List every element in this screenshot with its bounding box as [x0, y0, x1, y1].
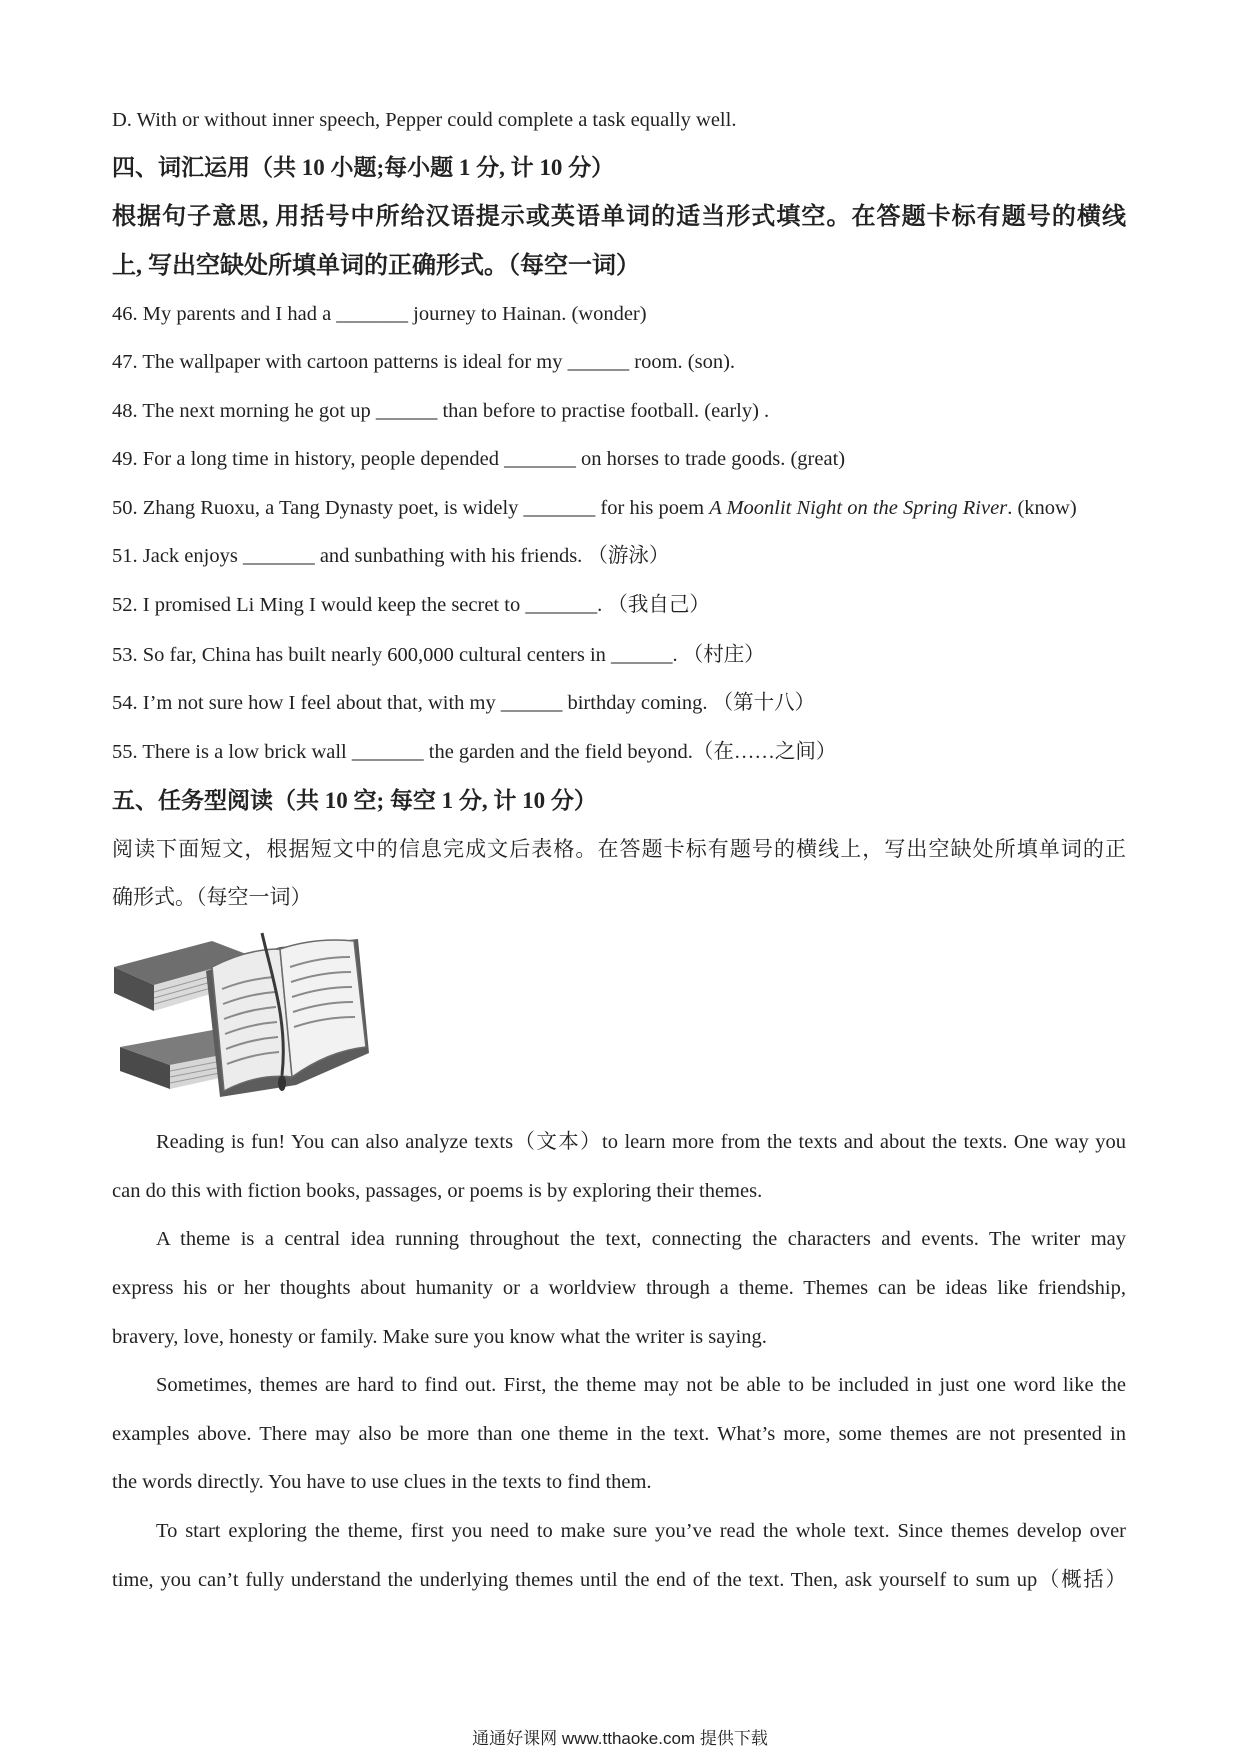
passage-line: time, you can’t fully understand the underlying themes until the end of the text. Then, ask yourself to sum up（概括）: [112, 1569, 1126, 1591]
passage-line: Reading is fun! You can also analyze texts（文本）to learn more from the texts and about the texts. One way you: [156, 1131, 1126, 1153]
question-48: [112, 391, 1126, 431]
question-text: The wallpaper with cartoon patterns is ideal for my ______ room. (son).: [142, 351, 736, 373]
question-55: [112, 732, 1126, 772]
question-text: So far, China has built nearly 600,000 cultural centers in ______. （村庄）: [142, 644, 765, 666]
question-text: For a long time in history, people depended _______ on horses to trade goods. (great): [142, 448, 846, 470]
section5-heading: 五、任务型阅读（共 10 空; 每空 1 分, 计 10 分）: [112, 788, 597, 813]
question-46: [112, 294, 1126, 334]
question-number: 52.: [112, 594, 138, 616]
question-hint: . (know): [1007, 497, 1077, 519]
question-number: 46.: [112, 303, 138, 325]
question-number: 49.: [112, 448, 138, 470]
question-text: My parents and I had a _______ journey to Hainan. (wonder): [142, 303, 647, 325]
section4-instruction-line: 上, 写出空缺处所填单词的正确形式。（每空一词）: [112, 253, 640, 279]
section4-instruction-line: 根据句子意思, 用括号中所给汉语提示或英语单词的适当形式填空。在答题卡标有题号的横线: [112, 204, 1126, 230]
question-text: Zhang Ruoxu, a Tang Dynasty poet, is widely _______ for his poem: [142, 497, 710, 519]
passage-line: A theme is a central idea running throughout the text, connecting the characters and events. The writer may: [156, 1228, 1126, 1250]
question-54: [112, 683, 1126, 723]
question-text: The next morning he got up ______ than before to practise football. (early) .: [142, 400, 770, 422]
question-53: [112, 635, 1126, 675]
passage-line: bravery, love, honesty or family. Make sure you know what the writer is saying.: [112, 1326, 767, 1348]
passage-line: To start exploring the theme, first you need to make sure you’ve read the whole text. Since themes develop over: [156, 1520, 1126, 1542]
question-text: I promised Li Ming I would keep the secret to _______. （我自己）: [142, 594, 710, 616]
question-49: [112, 439, 1126, 479]
section4-heading: 四、词汇运用（共 10 小题;每小题 1 分, 计 10 分）: [112, 155, 615, 180]
section5-instruction-line: 确形式。（每空一词）: [112, 885, 312, 909]
question-47: [112, 342, 1126, 382]
question-51: [112, 536, 1126, 576]
question-number: 55.: [112, 741, 138, 763]
question-number: 54.: [112, 692, 138, 714]
ribbon-tassel: [278, 1075, 286, 1091]
books-illustration: [112, 927, 371, 1100]
passage-line: the words directly. You have to use clues in the texts to find them.: [112, 1471, 652, 1493]
section5-instruction-line: 阅读下面短文，根据短文中的信息完成文后表格。在答题卡标有题号的横线上，写出空缺处所填单词的正: [112, 837, 1126, 861]
page-footer: 通通好课网 www.tthaoke.com 提供下载: [472, 1729, 768, 1748]
question-number: 47.: [112, 351, 138, 373]
option-d-line: D. With or without inner speech, Pepper could complete a task equally well.: [112, 109, 737, 131]
question-number: 50.: [112, 497, 138, 519]
question-50: [112, 488, 1126, 528]
question-text: There is a low brick wall _______ the garden and the field beyond.（在……之间）: [142, 741, 837, 763]
passage-line: examples above. There may also be more than one theme in the text. What’s more, some themes are not presented in: [112, 1423, 1126, 1445]
passage-line: can do this with fiction books, passages, or poems is by exploring their themes.: [112, 1180, 763, 1202]
question-52: [112, 585, 1126, 625]
question-number: 48.: [112, 400, 138, 422]
question-text: I’m not sure how I feel about that, with my ______ birthday coming. （第十八）: [142, 692, 816, 714]
open-book: [206, 939, 369, 1097]
passage-line: Sometimes, themes are hard to find out. First, the theme may not be able to be included in just one word like the: [156, 1374, 1126, 1396]
passage-line: express his or her thoughts about humanity or a worldview through a theme. Themes can be ideas like friendship,: [112, 1277, 1126, 1299]
question-text: Jack enjoys _______ and sunbathing with his friends. （游泳）: [142, 545, 670, 567]
question-number: 53.: [112, 644, 138, 666]
poem-title: A Moonlit Night on the Spring River: [709, 497, 1008, 519]
question-number: 51.: [112, 545, 138, 567]
